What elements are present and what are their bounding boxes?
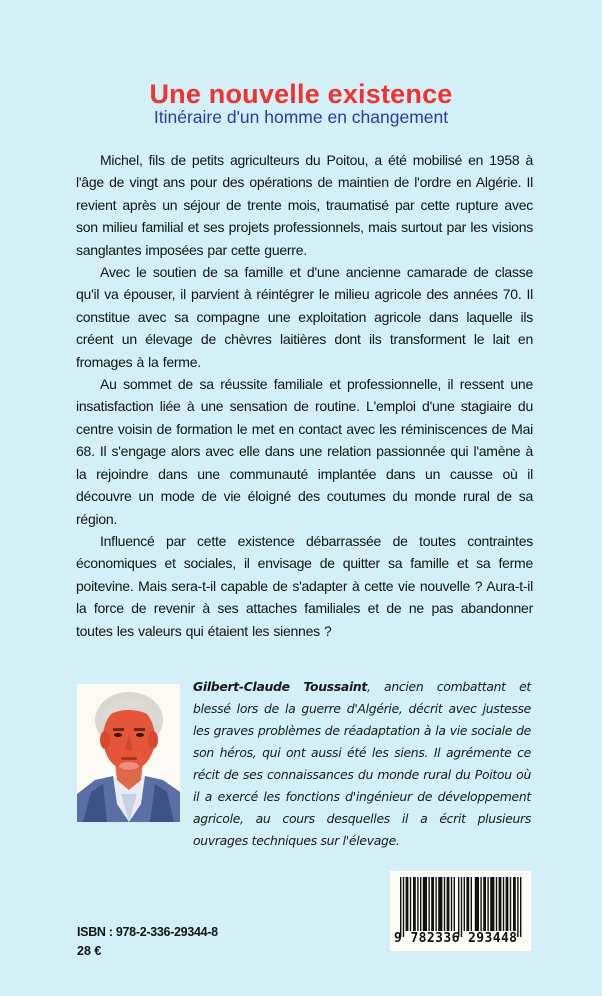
portrait-image-icon	[77, 684, 180, 822]
summary-paragraph: Au sommet de sa réussite familiale et professionnelle, il ressent une insatisfaction liée à une sensation de routine. L'emploi d'une stagiaire du centre voisin de formation le met en contact avec les réminiscences de Mai 68. Il s'engage alors avec elle dans une relation passionnée qui l'amène à la rejoindre dans une communauté implantée dans un causse où il découvre un mode de vie éloigné des coutumes du monde rural de sa région.	[76, 376, 533, 527]
author-bio	[193, 676, 531, 852]
isbn: ISBN : 978-2-336-29344-8	[77, 925, 218, 939]
book-subtitle: Itinéraire d'un homme en changement	[153, 107, 449, 127]
barcode-bars-icon	[400, 877, 524, 937]
author-name: Gilbert-Claude Toussaint	[193, 679, 368, 694]
back-cover-summary	[76, 149, 533, 642]
summary-paragraph: Michel, fils de petits agriculteurs du Poitou, a été mobilisé en 1958 à l'âge de vingt ans pour des opérations de maintien de l'ordre en Algérie. Il revient après un séjour de trente mois, traumatisé par cette rupture avec son milieu familial et ses projets professionnels, mais surtout par les visions sanglantes imposées par cette guerre.	[76, 152, 533, 258]
barcode-number: 9 782336 293448	[394, 931, 518, 946]
summary-paragraph: Influencé par cette existence débarrassée de toutes contraintes économiques et sociales, il envisage de quitter sa famille et sa ferme poitevine. Mais sera-t-il capable de s'adapter à cette vie nouvelle ? Aura-t-il la force de revenir à ses attaches familiales et de ne pas abandonner toutes les valeurs qui étaient les siennes ?	[76, 532, 533, 639]
summary-paragraph: Avec le soutien de sa famille et d'une ancienne camarade de classe qu'il va épouser, il parvient à réintégrer le milieu agricole des années 70. Il constitue avec sa compagne une exploitation agricole dans laquelle ils créent un élevage de chèvres laitières dont ils transforment le lait en fromages à la ferme.	[76, 264, 533, 370]
author-bio-text: , ancien combattant et blessé lors de la guerre d'Algérie, décrit avec justesse les graves problèmes de réadaptation à la vie sociale de son héros, qui ont aussi été les siens. Il agrémente ce récit de ses connaissances du monde rural du Poitou où il a exercé les fonctions d'ingénieur de développement agricole, au cours desquelles il a écrit plusieurs ouvrages techniques sur l'élevage.	[193, 679, 531, 848]
author-photo	[77, 684, 180, 822]
book-title: Une nouvelle existence	[149, 79, 453, 109]
price: 28 €	[77, 944, 102, 958]
barcode	[390, 871, 531, 951]
